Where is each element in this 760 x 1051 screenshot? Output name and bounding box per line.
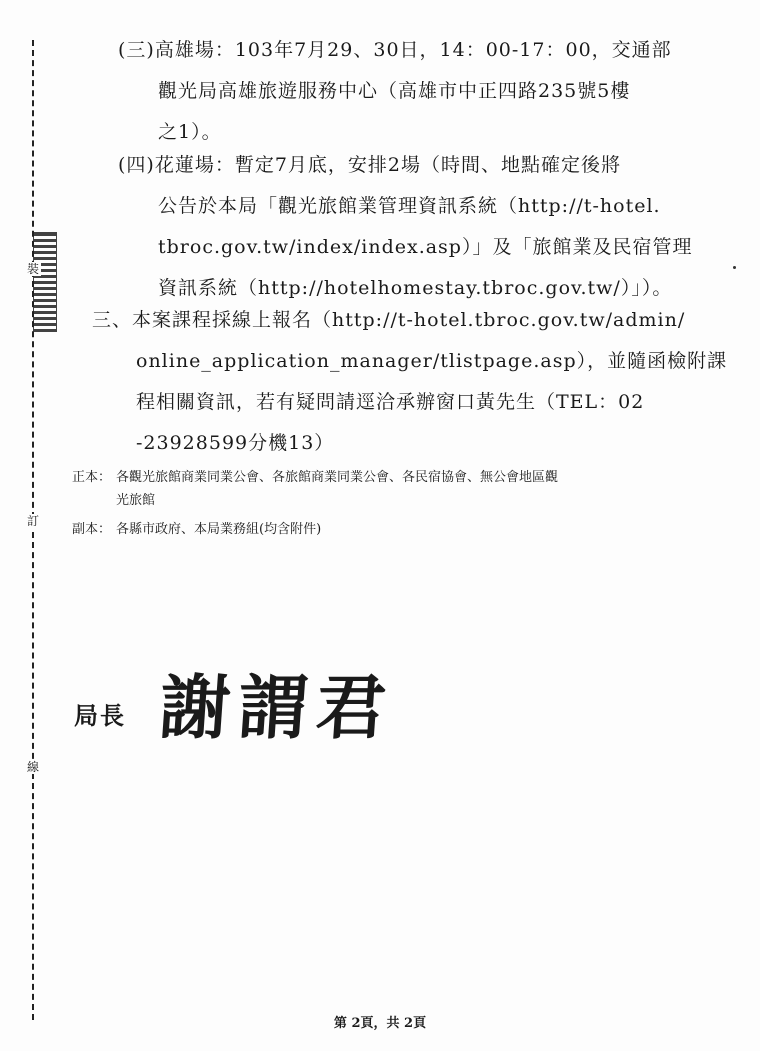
- distribution-main: [72, 466, 692, 512]
- seam-stamp-mark: [33, 232, 57, 332]
- distribution-main-label: 正本：: [72, 470, 112, 485]
- item-line: (四)花蓮場：暫定7月底，安排2場（時間、地點確定後將: [118, 154, 622, 176]
- distribution-main-line1: 各觀光旅館商業同業公會、各旅館商業同業公會、各民宿協會、無公會地區觀: [116, 470, 559, 485]
- binding-char-zhuang: 裝: [26, 262, 39, 276]
- item-line: online_application_manager/tlistpage.asp），並隨函檢附課: [136, 350, 728, 372]
- signature-title: 局長: [74, 701, 126, 730]
- item-line: 程相關資訊，若有疑問請逕洽承辦窗口黃先生（TEL：02: [136, 391, 645, 413]
- item-kaohsiung-session: [118, 30, 693, 153]
- binding-dashed-line: [32, 40, 34, 1020]
- item-line: 公告於本局「觀光旅館業管理資訊系統（http://t-hotel.: [158, 195, 661, 217]
- item-line: 觀光局高雄旅遊服務中心（高雄市中正四路235號5樓: [158, 80, 631, 102]
- item-online-registration: [92, 300, 728, 464]
- distribution-main-line2: 光旅館: [116, 493, 156, 508]
- binding-char-xian: 線: [26, 760, 39, 774]
- item-hualien-session: [118, 145, 693, 309]
- speck: [733, 266, 736, 269]
- item-line: 資訊系統（http://hotelhomestay.tbroc.gov.tw/）」）。: [158, 277, 673, 299]
- item-line: -23928599分機13）: [136, 432, 335, 454]
- binding-char-ding: 訂: [26, 514, 39, 528]
- item-line: 三、本案課程採線上報名（http://t-hotel.tbroc.gov.tw/admin/: [92, 309, 686, 331]
- item-line: tbroc.gov.tw/index/index.asp）」及「旅館業及民宿管理: [158, 236, 693, 258]
- distribution-copy: [72, 518, 692, 541]
- page-number: 第 2頁，共 2頁: [333, 1016, 427, 1031]
- item-line: 之1）。: [158, 121, 222, 143]
- signature-name: 謝謂君: [157, 666, 397, 749]
- distribution-copy-text: 各縣市政府、本局業務組(均含附件): [116, 522, 322, 537]
- item-line: (三)高雄場：103年7月29、30日，14：00-17：00，交通部: [118, 39, 672, 61]
- distribution-copy-label: 副本：: [72, 522, 112, 537]
